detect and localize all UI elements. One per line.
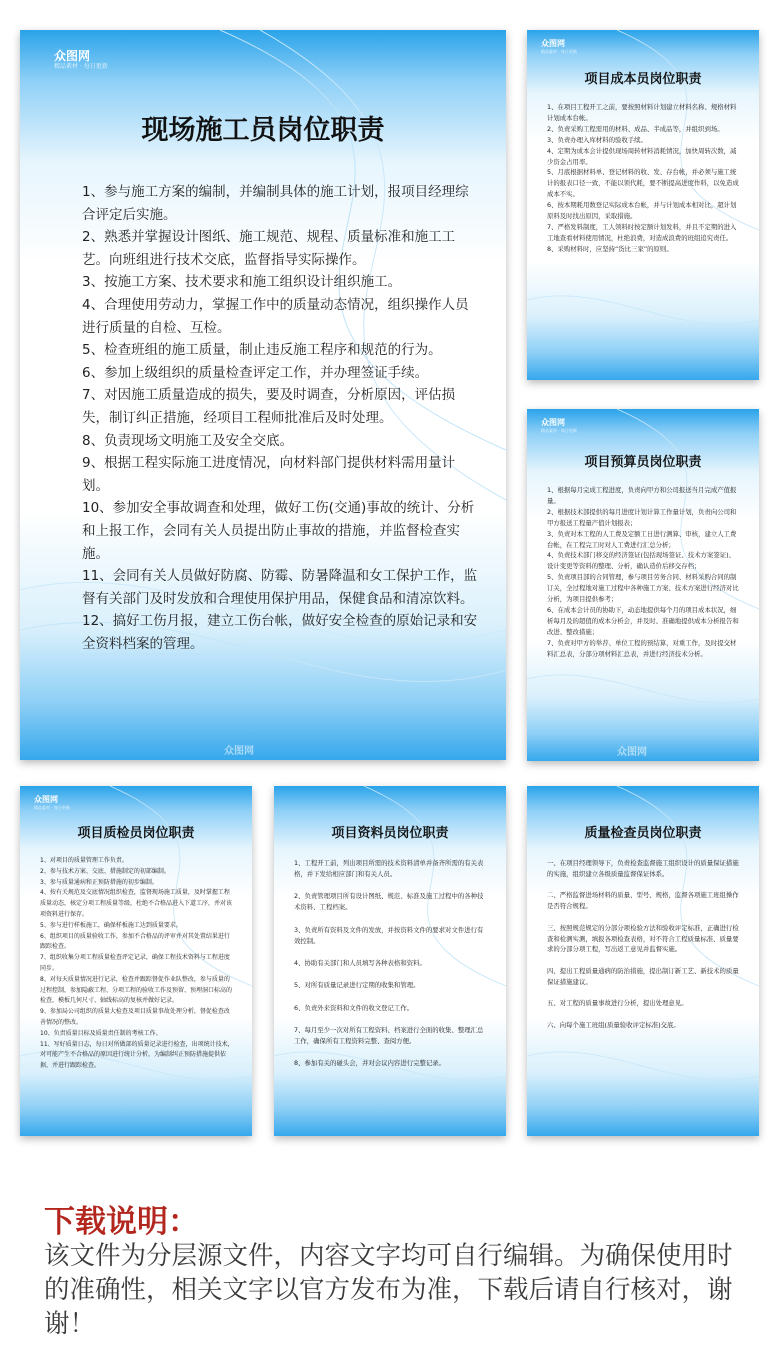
duty-item: 1、根据每月完成工程进度，负责向甲方和公司报送当月完成产值报量。 — [547, 486, 737, 505]
duty-list — [82, 181, 478, 655]
duty-item: 5、月底根据材料单、登记材料的收、发、存台帐，并必须与施工统计的报表口径一致，不能以领代耗，要不断提高进度作料，以免造成成本不实。 — [547, 168, 739, 199]
duty-item: 11、写好质量日志，每日对所做部的质量记录进行检查，出项统计技术，对可能产生不合格品的原因进行统计分析，为编制纠正预防措施提供依据，并进行跟踪检查。 — [40, 1040, 234, 1070]
duty-item: 6、按本期耗用数登记实际成本台帐，并与计划成本相对比，超计划原料及时找出原因，采取措施。 — [547, 201, 737, 221]
duty-item: 5、检查班组的施工质量，制止违反施工程序和规范的行为。 — [82, 342, 442, 359]
duty-item: 7、严格发料制度，工人领料时按定额计划发料，并且不定期的进入工地查看材料使用情况，杜绝浪费，对造成浪费的班组追究责任。 — [547, 222, 737, 242]
duty-item: 3、负责办理入库材料的验收手续。 — [547, 135, 647, 144]
duty-item: 四、提出工程质量通病的防治措施，提出制订新工艺、新技术的质量保证措施建议。 — [547, 966, 739, 986]
duty-item: 6、负责外来资料和文件的收文登记工作。 — [294, 1003, 414, 1012]
duty-item: 2、根据技术部提供的每月进度计划计算工作量计划，负责向公司和甲方报送工程量产值计划报表； — [547, 507, 737, 527]
poster-title: 项目资料员岗位职责 — [331, 826, 449, 841]
poster-document-clerk — [274, 786, 506, 1136]
duty-item: 三、按照规范规定的分部分项检验方法和验收评定标准，正确进行检查和检测实测，填报各项检查表格，对不符合工程质量标准、质量要求的分部分项工程，写出返工意见并监督实施。 — [547, 923, 739, 954]
duty-item: 3、负责所有资料及文件的发放，并按资料文件的要求对文件进行有效控制。 — [294, 925, 484, 945]
duty-item: 7、每月至少一次对所有工程资料、档案进行全面的收集、整理汇总工作，确保所有工程资料完整、查阅方便。 — [294, 1026, 484, 1046]
duty-item: 2、参与技术方案、交底、措施制定的初部编制。 — [40, 867, 170, 875]
duty-item: 2、负责采购工程需用的材料、成品、半成品等，并组织到场。 — [547, 124, 724, 133]
duty-item: 2、熟悉并掌握设计图纸、施工规范、规程、质量标准和施工工艺。向班组进行技术交底，监督指导实际操作。 — [82, 229, 456, 268]
duty-item: 2、负责管理项目所有设计图纸、规范、标准及施工过程中的各种技术资料、工程档案。 — [294, 892, 484, 912]
duty-item: 1、对项目的质量管理工作负责。 — [40, 857, 128, 864]
duty-item: 7、组织收集分项工程质量检查评定记录，确保工程技术资料与工程进度同步。 — [40, 954, 230, 972]
duty-item: 5、负责项目部的合同管理，参与项目劳务合同、材料采购合同的制订关，全过程地对施工过程中各种施工方案、技术方案进行经济对比分析，为项目提供参考； — [547, 573, 739, 604]
brand-logo: 众图网 精品素材 · 每日更新 — [541, 418, 577, 433]
poster-cost-clerk — [527, 30, 759, 380]
brand-logo: 众图网 精品素材 · 每日更新 — [541, 39, 577, 54]
duty-item: 6、在成本会计员的协助下，动态地提供每个月的项目成本状况，细析每月及的超值的成本分析会，并及时、准确地提供成本分析报告和改进、整改措施； — [547, 605, 739, 636]
duty-item: 二、严格监督进场材料的质量、型号、规格，监督各项施工班组操作是否符合规程。 — [547, 891, 739, 911]
duty-list — [547, 485, 741, 660]
duty-item: 4、负责技术部门移交的经济签证(包括现场签证、技术方案签证)、设计变更等资料的整理、分析，确认造价后移交存档； — [547, 551, 735, 571]
duty-item: 五、对工程的质量事故进行分析，提出处理意见。 — [547, 999, 688, 1008]
duty-item: 4、定期为成本会计提供现场周转材料消耗情况，加快周转次数，减少资金占用率。 — [547, 146, 737, 166]
duty-list — [547, 102, 741, 255]
poster-budget-clerk — [527, 409, 759, 761]
duty-list — [40, 856, 234, 1072]
duty-item: 1、参与施工方案的编制，并编制具体的施工计划，报项目经理综合评定后实施。 — [82, 184, 469, 223]
duty-item: 8、参加有关的碰头会，并对会议内容进行完整记录。 — [294, 1059, 446, 1068]
duty-item: 11、会同有关人员做好防腐、防霉、防暑降温和女工保护工作，监督有关部门及时发放和合理使用保护用品，保健食品和清凉饮料。 — [82, 568, 478, 607]
watermark: 众图网 — [617, 747, 647, 758]
duty-list — [547, 858, 741, 1041]
duty-item: 8、对每天质量情况进行记录，检查并跟踪督促作业队整改，参与质量的过程控制，参加隐蔽工程、分项工程的验收工作及预留、预埋洞口标高的检查，模板几何尺寸、轴线标高的复核并做好记录。 — [40, 975, 233, 1005]
duty-item: 12、搞好工伤月报，建立工伤台帐，做好安全检查的原始记录和安全资料档案的管理。 — [82, 613, 478, 652]
duty-item: 7、负责对甲方的举荐、单位工程的预结算，对重工作，及时提交材料汇总表，分部分项材料汇总表，并进行经济技术分析。 — [547, 638, 737, 658]
brand-logo: 众图网 精品素材 · 每日更新 — [34, 795, 70, 810]
poster-quality-checker — [527, 786, 759, 1136]
duty-item: 4、合理使用劳动力，掌握工作中的质量动态情况，组织操作人员进行质量的自检、互检。 — [82, 296, 469, 336]
duty-item: 6、参加上级组织的质量检查评定工作，并办理签证手续。 — [82, 364, 429, 381]
duty-item: 4、按有关规范及交底情况组织检查，监督现场施工质量，及时掌握工程质量动态，核定分项工程质量等级，杜绝不合格品进入下道工序，并对该项资料进行保存。 — [40, 889, 233, 918]
poster-title: 项目成本员岗位职责 — [584, 72, 702, 87]
poster-quality-inspector — [20, 786, 252, 1136]
duty-item: 8、负责现场文明施工及安全交底。 — [82, 432, 294, 449]
duty-item: 7、对因施工质量造成的损失，要及时调查，分析原因，评估损失，制订纠正措施，经项目工程师批准后及时处理。 — [82, 387, 456, 426]
duty-item: 8、采购材料时，应坚持“货比三家”的原则。 — [547, 244, 673, 253]
duty-item: 9、参加局公司组织的质量大检查及项目质量事故处理分析，督促检查改善情况的整改。 — [40, 1008, 230, 1026]
duty-item: 3、负责对本工程的人工费及定额工日进行测算、审核，建立人工费台帐，在工程完工时对人工费进行汇总分析； — [547, 529, 737, 549]
duty-item: 3、参与质量通病和正预防措施的初步编制。 — [40, 878, 158, 886]
duty-item: 10、参加安全事故调查和处理，做好工伤(交通)事故的统计、分析和上报工作，会同有关人员提出防止事故的措施，并监督检查实施。 — [82, 500, 475, 562]
poster-site-constructor — [20, 30, 506, 760]
duty-item: 1、在项目工程开工之前，要按照材料计划建立材料名称、规格材料计划成本台帐。 — [547, 103, 737, 122]
poster-title: 现场施工员岗位职责 — [141, 115, 385, 146]
poster-title: 项目预算员岗位职责 — [584, 455, 702, 470]
duty-item: 3、按施工方案、技术要求和施工组织设计组织施工。 — [82, 274, 402, 291]
duty-item: 1、工程开工前，列出项目所需的技术资料清单并备齐所需的有关表格，并下发给相应部门和有关人员。 — [294, 859, 484, 878]
duty-item: 六、向每个施工班组(质量验收评定标准)交底。 — [547, 1020, 680, 1029]
watermark: 众图网 — [224, 746, 254, 757]
duty-item: 一、在项目经理领导下，负责检查监督施工组织设计的质量保证措施的实施，组织建立各级质量监督保证体系。 — [547, 859, 739, 878]
duty-list — [294, 858, 488, 1081]
poster-title: 质量检查员岗位职责 — [584, 826, 702, 841]
duty-item: 9、根据工程实际施工进度情况，向材料部门提供材料需用量计划。 — [82, 455, 456, 494]
brand-logo: 众图网 精品素材 · 每日更新 — [54, 49, 108, 70]
duty-item: 5、参与进行样板施工，确保样板施工达到质量要求。 — [40, 921, 182, 929]
duty-item: 4、协助有关部门和人员填写各种表格和资料。 — [294, 958, 426, 967]
duty-item: 6、组织项目的质量验收工作，参加不合格品的评审并对其处置结果进行跟踪检查。 — [40, 932, 230, 951]
download-note-body: 该文件为分层源文件，内容文字均可自行编辑。为确保使用时的准确性，相关文字以官方发布为准，下载后请自行核对，谢谢！ — [44, 1241, 733, 1339]
download-note-title: 下载说明： — [44, 1204, 199, 1240]
duty-item: 10、负责质量目标及质量责任制的考核工作。 — [40, 1029, 162, 1037]
duty-item: 5、对所有质量记录进行定期的收集和管理。 — [294, 981, 420, 990]
poster-title: 项目质检员岗位职责 — [77, 826, 195, 841]
